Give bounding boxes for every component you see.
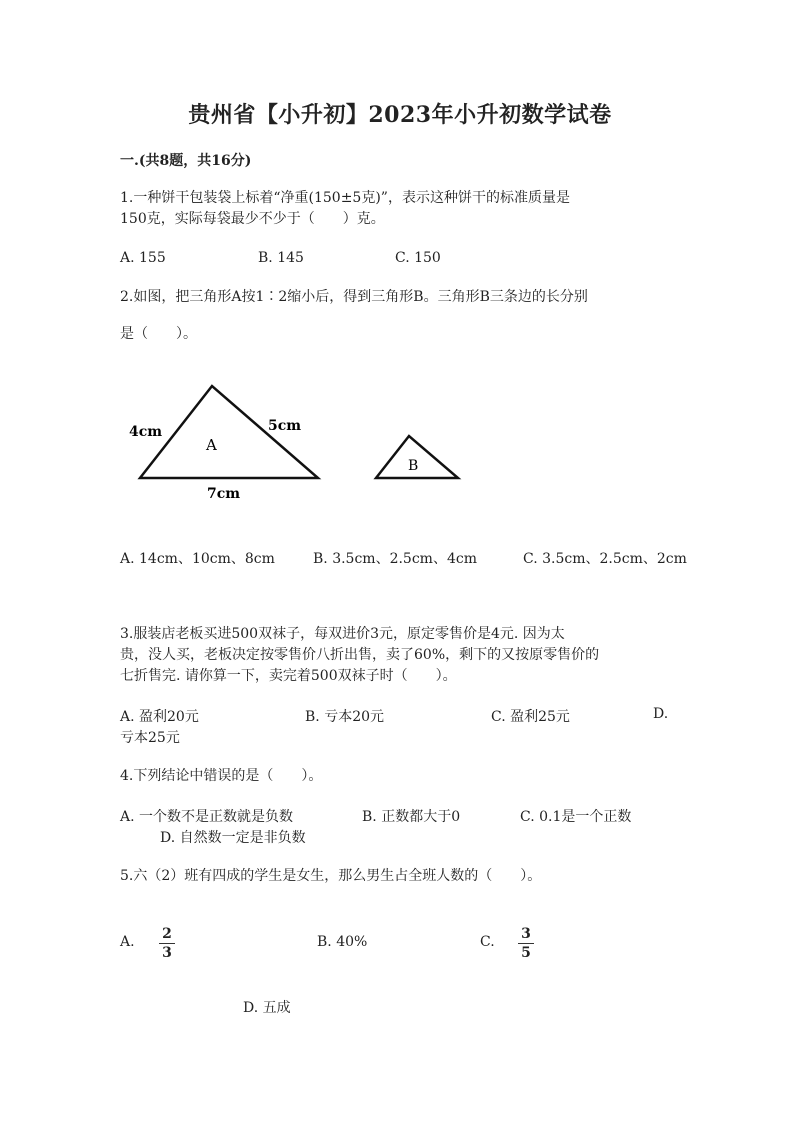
- q5-option-d: D. 五成: [243, 1000, 291, 1016]
- section-heading: 一.(共8题，共16分): [120, 153, 252, 169]
- question-3-line-3: 七折售完. 请你算一下，卖完着500双袜子时（ ）。: [120, 668, 457, 684]
- side-bottom-label: 7cm: [207, 486, 241, 502]
- question-3-line-1: 3.服装店老板买进500双袜子，每双进价3元，原定零售价是4元. 因为太: [120, 626, 565, 642]
- question-2-line-2: 是（ ）。: [120, 326, 197, 342]
- q4-option-b: B. 正数都大于0: [362, 809, 461, 825]
- side-right-label: 5cm: [268, 418, 302, 434]
- question-5-line-1: 5.六（2）班有四成的学生是女生，那么男生占全班人数的（ ）。: [120, 868, 542, 884]
- q3-option-d-letter: D.: [653, 706, 669, 722]
- q2-option-a: A. 14cm、10cm、8cm: [120, 551, 275, 567]
- q1-option-c: C. 150: [395, 250, 441, 266]
- triangle-b-label: B: [408, 458, 419, 474]
- question-2-line-1: 2.如图，把三角形A按1∶2缩小后，得到三角形B。三角形B三条边的长分别: [120, 289, 588, 305]
- fraction-bar: [518, 943, 534, 944]
- triangle-a-label: A: [206, 436, 217, 454]
- q5-fraction-a: [157, 926, 177, 961]
- q5-fraction-c-denominator: 5: [521, 945, 531, 961]
- q1-option-a: A. 155: [120, 250, 166, 266]
- triangle-figure: [120, 378, 480, 508]
- page-title: 贵州省【小升初】2023年小升初数学试卷: [188, 102, 612, 128]
- q3-option-a: A. 盈利20元: [120, 709, 199, 725]
- q5-fraction-c-numerator: 3: [521, 926, 531, 942]
- side-left-label: 4cm: [129, 424, 163, 440]
- question-4-line-1: 4.下列结论中错误的是（ ）。: [120, 768, 323, 784]
- q2-option-b: B. 3.5cm、2.5cm、4cm: [313, 551, 477, 567]
- q5-fraction-a-numerator: 2: [162, 926, 172, 942]
- q5-option-c-letter: C.: [480, 934, 495, 950]
- fraction-bar: [159, 943, 175, 944]
- q5-option-b: B. 40%: [317, 934, 368, 950]
- q3-option-c: C. 盈利25元: [491, 709, 570, 725]
- question-1-line-2: 150克，实际每袋最少不少于（ ）克。: [120, 211, 385, 227]
- question-1-line-1: 1.一种饼干包装袋上标着“净重(150±5克)”，表示这种饼干的标准质量是: [120, 190, 570, 206]
- q3-option-b: B. 亏本20元: [305, 709, 385, 725]
- q5-fraction-a-denominator: 3: [162, 945, 172, 961]
- q5-option-a-letter: A.: [120, 934, 135, 950]
- q1-option-b: B. 145: [258, 250, 304, 266]
- q4-option-d: D. 自然数一定是非负数: [160, 830, 306, 846]
- q4-option-a: A. 一个数不是正数就是负数: [120, 809, 294, 825]
- q3-option-d-text: 亏本25元: [120, 730, 180, 746]
- question-3-line-2: 贵，没人买，老板决定按零售价八折出售，卖了60%，剩下的又按原零售价的: [120, 647, 600, 663]
- q4-option-c: C. 0.1是一个正数: [520, 809, 632, 825]
- q2-option-c: C. 3.5cm、2.5cm、2cm: [523, 551, 687, 567]
- q5-fraction-c: [516, 926, 536, 961]
